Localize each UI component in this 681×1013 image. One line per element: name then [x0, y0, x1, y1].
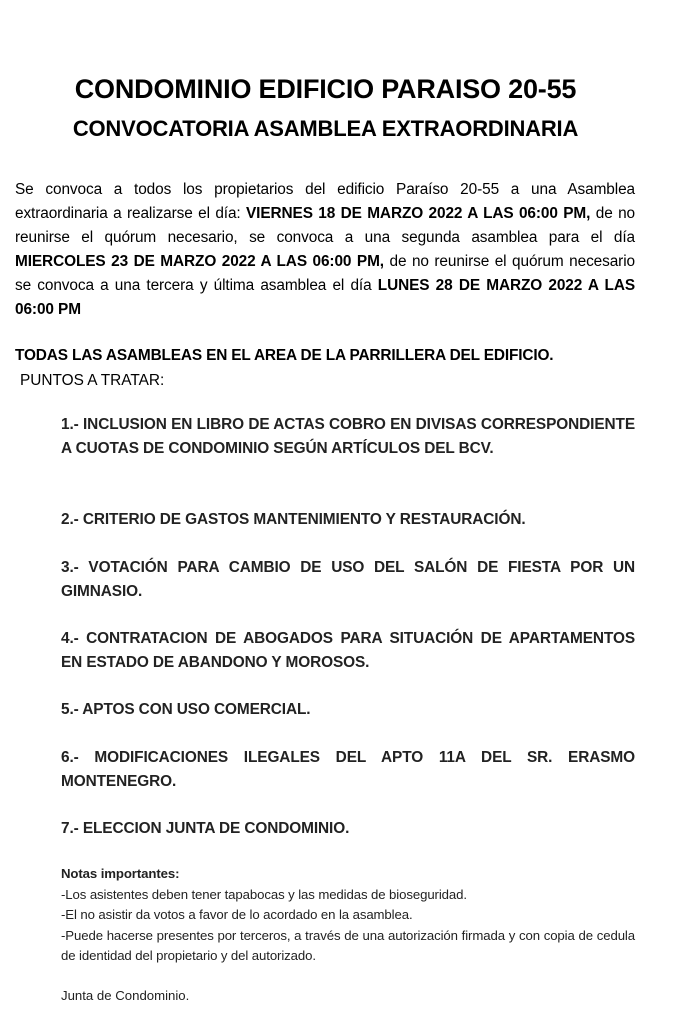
assembly-location: TODAS LAS ASAMBLEAS EN EL AREA DE LA PARRILLERA DEL EDIFICIO. — [15, 347, 554, 364]
intro-paragraph — [15, 178, 635, 322]
third-assembly-date: LUNES 28 DE MARZO 2022 A LAS 06:00 PM — [15, 277, 635, 318]
agenda-heading: PUNTOS A TRATAR: — [20, 372, 165, 389]
intro-text-1: Se convoca a todos los propietarios del edificio Paraíso 20-55 a una Asamblea extraordinaria a realizarse el día: — [15, 181, 635, 222]
agenda-item-6: 6.- MODIFICACIONES ILEGALES DEL APTO 11A DEL SR. ERASMO MONTENEGRO. — [61, 749, 635, 790]
second-assembly-date: MIERCOLES 23 DE MARZO 2022 A LAS 06:00 PM, — [15, 253, 384, 270]
agenda-item-2: 2.- CRITERIO DE GASTOS MANTENIMIENTO Y RESTAURACIÓN. — [61, 511, 526, 528]
note-item: -Puede hacerse presentes por terceros, a través de una autorización firmada y con copia de cedula de identidad del propietario y del autorizado. — [61, 927, 635, 963]
note-item: -Los asistentes deben tener tapabocas y las medidas de bioseguridad. — [61, 886, 467, 902]
intro-text-3: de no reunirse el quórum necesario se convoca a una tercera y última asamblea el día — [15, 253, 635, 294]
signature: Junta de Condominio. — [61, 988, 190, 1003]
first-assembly-date: VIERNES 18 DE MARZO 2022 A LAS 06:00 PM, — [246, 205, 591, 222]
document-subtitle: CONVOCATORIA ASAMBLEA EXTRAORDINARIA — [72, 116, 579, 141]
document-title: CONDOMINIO EDIFICIO PARAISO 20-55 — [74, 74, 577, 104]
important-notes — [61, 864, 635, 967]
notes-title: Notas importantes: — [61, 866, 180, 881]
agenda-item-3: 3.- VOTACIÓN PARA CAMBIO DE USO DEL SALÓN DE FIESTA POR UN GIMNASIO. — [61, 559, 635, 600]
agenda-item-7: 7.- ELECCION JUNTA DE CONDOMINIO. — [61, 820, 350, 837]
agenda-item-1: 1.- INCLUSION EN LIBRO DE ACTAS COBRO EN DIVISAS CORRESPONDIENTE A CUOTAS DE CONDOMINIO SEGÚN ARTÍCULOS DEL BCV. — [61, 416, 635, 457]
intro-text-2: de no reunirse el quórum necesario, se convoca a una segunda asamblea para el día — [15, 205, 635, 246]
agenda-item-4: 4.- CONTRATACION DE ABOGADOS PARA SITUACIÓN DE APARTAMENTOS EN ESTADO DE ABANDONO Y MOROSOS. — [61, 630, 635, 671]
note-item: -El no asistir da votos a favor de lo acordado en la asamblea. — [61, 907, 413, 922]
agenda-item-5: 5.- APTOS CON USO COMERCIAL. — [61, 701, 311, 718]
